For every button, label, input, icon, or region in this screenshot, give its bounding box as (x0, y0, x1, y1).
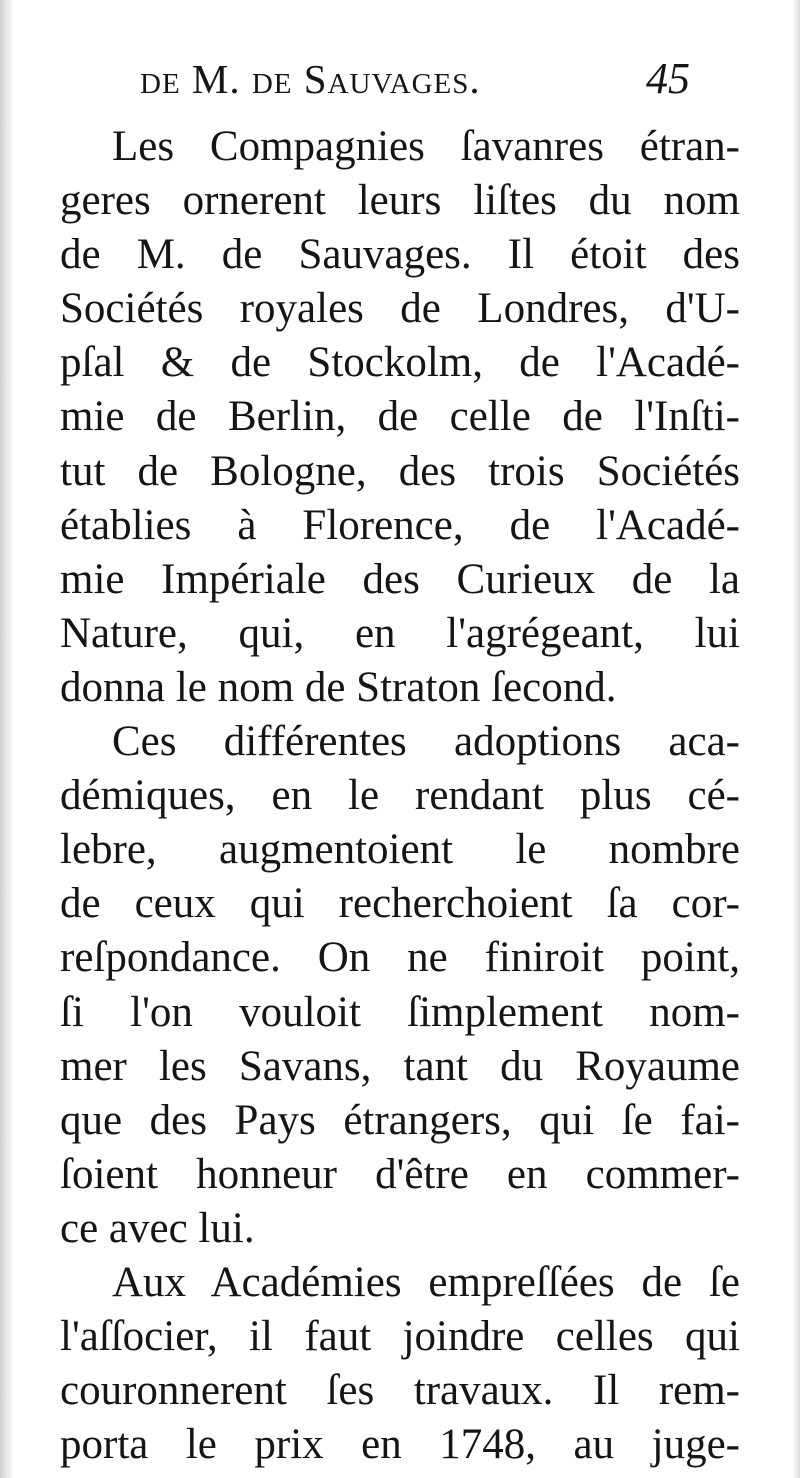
body-text (60, 120, 740, 1472)
text-line: démiques, en le rendant plus cé- (60, 772, 740, 820)
text-line: mie Impériale des Curieux de la (60, 555, 740, 603)
text-line: Les Compagnies ſavanres étran- (112, 123, 740, 170)
text-line: que des Pays étrangers, qui ſe fai- (60, 1096, 740, 1144)
text-line: de ceux qui recherchoient ſa cor- (60, 880, 740, 928)
running-title: de M. de Sauvages. (140, 56, 481, 102)
page-header (0, 54, 800, 104)
text-line: mer les Savans, tant du Royaume (60, 1042, 740, 1090)
text-line: ce avec lui. (60, 1204, 255, 1252)
text-line: l'aſſocier, il faut joindre celles qui (60, 1313, 740, 1361)
text-line: reſpondance. On ne finiroit point, (60, 934, 740, 982)
text-line: de M. de Sauvages. Il étoit des (60, 231, 740, 279)
text-line: pſal & de Stockolm, de l'Acadé- (60, 339, 740, 387)
text-line: lebre, augmentoient le nombre (60, 826, 740, 874)
text-line: Nature, qui, en l'agrégeant, lui (60, 609, 740, 657)
text-line: ſi l'on vouloit ſimplement nom- (60, 988, 740, 1036)
text-line: mie de Berlin, de celle de l'Inſti- (60, 393, 740, 441)
page-edge-shadow (792, 0, 800, 1478)
text-line: Ces différentes adoptions aca- (112, 718, 740, 766)
text-line: Aux Académies empreſſées de ſe (112, 1258, 740, 1306)
paragraph-1 (60, 120, 740, 715)
text-line: porta le prix en 1748, au juge- (60, 1421, 740, 1469)
text-line: couronnerent ſes travaux. Il rem- (60, 1367, 740, 1415)
text-line: geres ornerent leurs liſtes du nom (60, 177, 740, 225)
paragraph-3 (60, 1256, 740, 1472)
text-line: donna le nom de Straton ſecond. (60, 663, 617, 711)
paragraph-2 (60, 715, 740, 1256)
binding-shadow (0, 0, 14, 1478)
text-line: ſoient honneur d'être en commer- (60, 1150, 740, 1198)
page-number: 45 (646, 54, 690, 103)
text-line: tut de Bologne, des trois Sociétés (60, 447, 740, 495)
text-line: Sociétés royales de Londres, d'U- (60, 285, 740, 333)
text-line: établies à Florence, de l'Acadé- (60, 501, 740, 549)
